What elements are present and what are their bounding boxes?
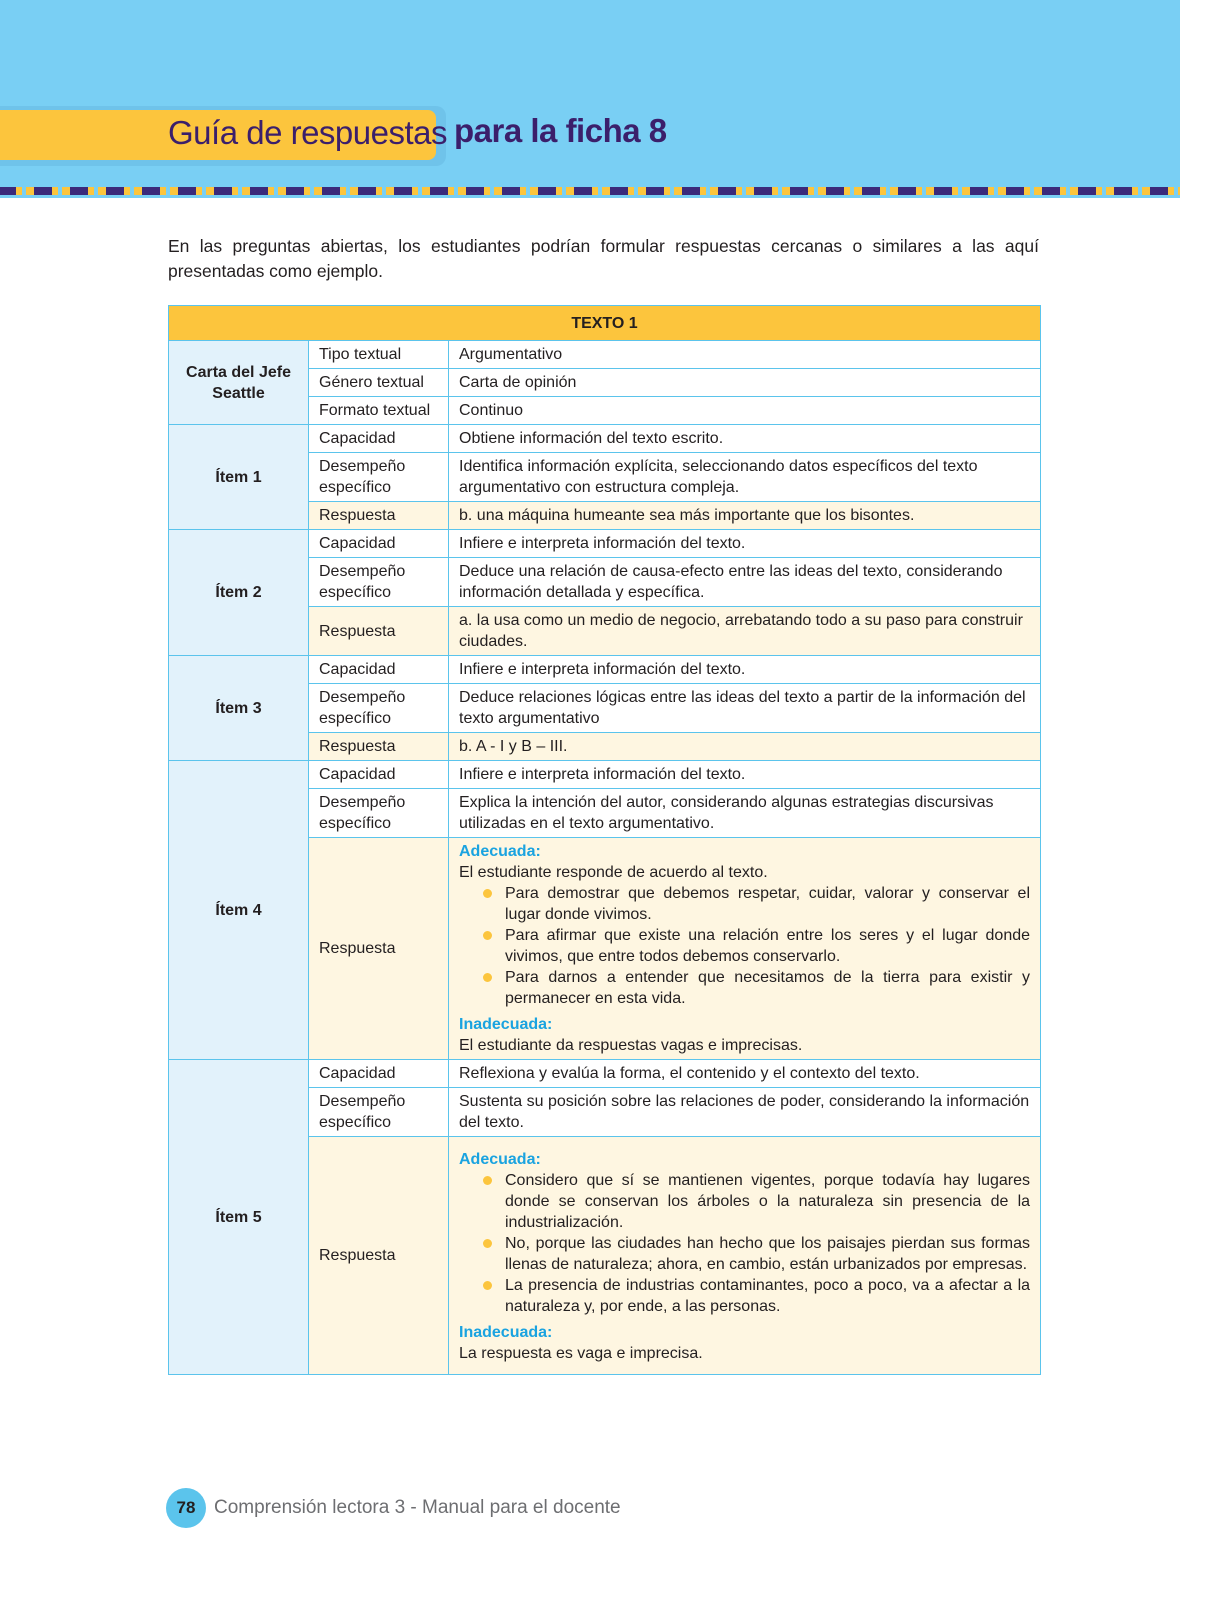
item-4-inadecuada: El estudiante da respuestas vagas e imprecisas. — [459, 1037, 803, 1054]
row-value-formato: Continuo — [449, 397, 1041, 425]
item-4-respuesta — [449, 838, 1041, 1060]
row-value-tipo: Argumentativo — [449, 341, 1041, 369]
footer-text: Comprensión lectora 3 - Manual para el docente — [214, 1497, 621, 1518]
list-item: No, porque las ciudades han hecho que los paisajes pierdan sus formas llenas de naturaleza; ahora, en cambio, están urbanizados por empresas. — [483, 1233, 1030, 1275]
item-5-capacidad: Reflexiona y evalúa la forma, el contenido y el contexto del texto. — [449, 1060, 1041, 1088]
item-1-respuesta: b. una máquina humeante sea más importante que los bisontes. — [449, 502, 1041, 530]
item-5-adecuada-label: Adecuada: — [459, 1151, 541, 1168]
item-2-capacidad: Infiere e interpreta información del texto. — [449, 530, 1041, 558]
answer-guide-table — [168, 305, 1041, 1375]
page-title-part1: Guía de respuestas — [168, 114, 448, 151]
item-1-capacidad: Obtiene información del texto escrito. — [449, 425, 1041, 453]
item-2-desempeno: Deduce una relación de causa-efecto entre las ideas del texto, considerando información detallada y específica. — [449, 558, 1041, 607]
row-label-genero: Género textual — [309, 369, 449, 397]
item-1-capacidad-label: Capacidad — [309, 425, 449, 453]
item-5-desempeno: Sustenta su posición sobre las relaciones de poder, considerando la información del texto. — [449, 1088, 1041, 1137]
item-4-inadecuada-label: Inadecuada: — [459, 1016, 553, 1033]
item-5-name: Ítem 5 — [169, 1060, 309, 1375]
row-label-tipo: Tipo textual — [309, 341, 449, 369]
page-title-part2: para la ficha 8 — [454, 112, 667, 149]
item-2-respuesta: a. la usa como un medio de negocio, arrebatando todo a su paso para construir ciudades. — [449, 607, 1041, 656]
item-5-capacidad-label: Capacidad — [309, 1060, 449, 1088]
item-1-name: Ítem 1 — [169, 425, 309, 530]
item-3-desempeno-label: Desempeño específico — [309, 684, 449, 733]
item-4-desempeno: Explica la intención del autor, considerando algunas estrategias discursivas utilizadas en el texto argumentativo. — [449, 789, 1041, 838]
table-heading: TEXTO 1 — [169, 306, 1041, 341]
item-4-name: Ítem 4 — [169, 761, 309, 1060]
item-4-adecuada-list — [459, 883, 1030, 1009]
intro-paragraph: En las preguntas abiertas, los estudiantes podrían formular respuestas cercanas o similares a las aquí presentadas como ejemplo. — [168, 236, 1039, 281]
item-4-desempeno-label: Desempeño específico — [309, 789, 449, 838]
item-4-adecuada-label: Adecuada: — [459, 843, 541, 860]
item-3-respuesta: b. A - I y B – III. — [449, 733, 1041, 761]
row-value-genero: Carta de opinión — [449, 369, 1041, 397]
item-1-desempeno-label: Desempeño específico — [309, 453, 449, 502]
text-name: Carta del Jefe Seattle — [169, 341, 309, 425]
item-3-capacidad-label: Capacidad — [309, 656, 449, 684]
item-1-respuesta-label: Respuesta — [309, 502, 449, 530]
list-item: Para darnos a entender que necesitamos de la tierra para existir y permanecer en esta vida. — [483, 967, 1030, 1009]
item-2-respuesta-label: Respuesta — [309, 607, 449, 656]
item-5-desempeno-label: Desempeño específico — [309, 1088, 449, 1137]
item-2-desempeno-label: Desempeño específico — [309, 558, 449, 607]
item-5-inadecuada: La respuesta es vaga e imprecisa. — [459, 1345, 703, 1362]
list-item: Para afirmar que existe una relación entre los seres y el lugar donde vivimos, que entre todos debemos conservarlo. — [483, 925, 1030, 967]
item-3-desempeno: Deduce relaciones lógicas entre las ideas del texto a partir de la información del texto argumentativo — [449, 684, 1041, 733]
item-1-desempeno: Identifica información explícita, seleccionando datos específicos del texto argumentativo con estructura compleja. — [449, 453, 1041, 502]
item-2-capacidad-label: Capacidad — [309, 530, 449, 558]
item-2-name: Ítem 2 — [169, 530, 309, 656]
item-3-name: Ítem 3 — [169, 656, 309, 761]
item-4-capacidad-label: Capacidad — [309, 761, 449, 789]
item-4-respuesta-label: Respuesta — [309, 838, 449, 1060]
item-4-adecuada-intro: El estudiante responde de acuerdo al texto. — [459, 864, 768, 881]
item-5-inadecuada-label: Inadecuada: — [459, 1324, 553, 1341]
list-item: Considero que sí se mantienen vigentes, porque todavía hay lugares donde se conservan los árboles o la naturaleza sin presencia de la industrialización. — [483, 1170, 1030, 1233]
page-number: 78 — [166, 1488, 206, 1528]
header-banner — [0, 0, 1180, 198]
list-item: La presencia de industrias contaminantes, poco a poco, va a afectar a la naturaleza y, por ende, a las personas. — [483, 1275, 1030, 1317]
item-5-adecuada-list — [459, 1170, 1030, 1317]
item-3-respuesta-label: Respuesta — [309, 733, 449, 761]
row-label-formato: Formato textual — [309, 397, 449, 425]
item-3-capacidad: Infiere e interpreta información del texto. — [449, 656, 1041, 684]
dashed-divider — [0, 187, 1180, 195]
item-4-capacidad: Infiere e interpreta información del texto. — [449, 761, 1041, 789]
list-item: Para demostrar que debemos respetar, cuidar, valorar y conservar el lugar donde vivimos. — [483, 883, 1030, 925]
item-5-respuesta — [449, 1137, 1041, 1375]
item-5-respuesta-label: Respuesta — [309, 1137, 449, 1375]
